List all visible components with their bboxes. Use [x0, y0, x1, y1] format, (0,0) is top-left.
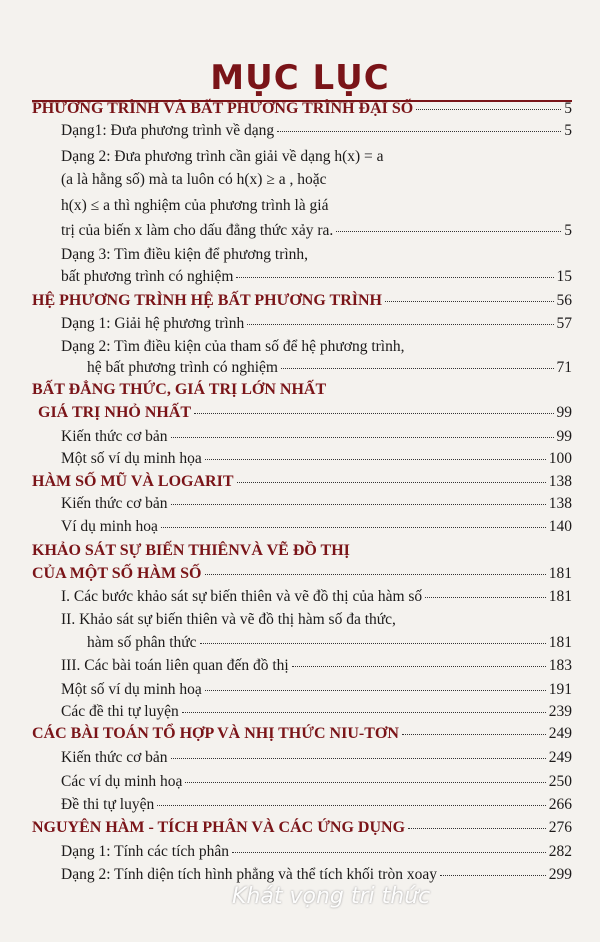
toc-section[interactable] — [32, 819, 572, 841]
toc-entry-line: II. Khảo sát sự biến thiên và vẽ đồ thị hàm số đa thức, — [61, 611, 396, 628]
section-label: HỆ PHƯƠNG TRÌNH HỆ BẤT PHƯƠNG TRÌNH — [32, 292, 382, 309]
toc-entry-line: (a là hằng số) mà ta luôn có h(x) ≥ a , hoặc — [61, 171, 327, 188]
page-number: 183 — [548, 657, 572, 674]
page-number: 71 — [556, 359, 572, 376]
toc-entry[interactable] — [32, 796, 572, 818]
entry-label: Kiến thức cơ bản — [61, 428, 168, 445]
page-number: 266 — [548, 796, 572, 813]
toc-entry[interactable] — [32, 681, 572, 703]
toc-entry[interactable] — [32, 315, 572, 337]
page-number: 140 — [548, 518, 572, 535]
section-label: NGUYÊN HÀM - TÍCH PHÂN VÀ CÁC ỨNG DỤNG — [32, 819, 406, 836]
entry-label: Dạng 1: Tính các tích phân — [61, 843, 230, 860]
entry-label: Dạng 2: Tính diện tích hình phẳng và thể tích khối tròn xoay — [61, 866, 437, 883]
toc-entry[interactable] — [32, 749, 572, 771]
page-title: MỤC LỤC — [210, 58, 390, 98]
toc-entry-line: Dạng 2: Đưa phương trình cần giải về dạng h(x) = a — [61, 148, 384, 165]
page-number: 191 — [548, 681, 572, 698]
page-number: 282 — [548, 843, 572, 860]
page-number: 100 — [548, 450, 572, 467]
section-label: GIÁ TRỊ NHỎ NHẤT — [38, 404, 192, 421]
entry-label: Một số ví dụ minh họa — [61, 450, 202, 467]
entry-label: Một số ví dụ minh hoạ — [61, 681, 202, 698]
toc-entry[interactable] — [32, 657, 572, 679]
watermark: Khát vọng tri thức — [232, 884, 431, 909]
page-number: 299 — [548, 866, 572, 883]
toc-section[interactable] — [32, 565, 572, 587]
entry-label: III. Các bài toán liên quan đến đồ thị — [61, 657, 289, 674]
toc-entry[interactable] — [32, 268, 572, 290]
entry-label: trị của biến x làm cho dấu đẳng thức xảy ra. — [61, 222, 334, 239]
toc-section[interactable] — [32, 292, 572, 314]
toc-entry-line: Dạng 3: Tìm điều kiện để phương trình, — [61, 246, 309, 263]
page-number: 56 — [556, 292, 572, 309]
section-label: PHƯƠNG TRÌNH VÀ BẤT PHƯƠNG TRÌNH ĐẠI SỐ — [32, 100, 414, 117]
toc-section[interactable] — [32, 725, 572, 747]
page-number: 138 — [548, 473, 572, 490]
toc-entry[interactable] — [32, 703, 572, 725]
section-label: CÁC BÀI TOÁN TỔ HỢP VÀ NHỊ THỨC NIU-TƠN — [32, 725, 399, 742]
entry-label: Đề thi tự luyện — [61, 796, 155, 813]
entry-label: hàm số phân thức — [87, 634, 197, 651]
entry-label: Ví dụ minh hoạ — [61, 518, 158, 535]
section-label: CỦA MỘT SỐ HÀM SỐ — [32, 565, 202, 582]
toc-entry[interactable] — [32, 518, 572, 540]
page-number: 250 — [548, 773, 572, 790]
entry-label: Các ví dụ minh hoạ — [61, 773, 183, 790]
entry-label: Dạng1: Đưa phương trình về dạng — [61, 122, 275, 139]
toc-section-line: BẤT ĐẲNG THỨC, GIÁ TRỊ LỚN NHẤT — [32, 381, 327, 398]
page-number: 99 — [556, 404, 572, 421]
page-number: 5 — [564, 100, 572, 117]
page-number: 276 — [548, 819, 572, 836]
page-number: 181 — [548, 588, 572, 605]
toc-section-line: KHẢO SÁT SỰ BIẾN THIÊNVÀ VẼ ĐỒ THỊ — [32, 542, 350, 559]
toc-entry[interactable] — [32, 222, 572, 244]
toc-entry[interactable] — [32, 773, 572, 795]
toc-entry[interactable] — [32, 450, 572, 472]
toc-entry[interactable] — [32, 634, 572, 656]
toc-entry-line: h(x) ≤ a thì nghiệm của phương trình là giá — [61, 197, 329, 214]
page-number: 249 — [548, 725, 572, 742]
page-number: 5 — [564, 122, 572, 139]
toc-section[interactable] — [32, 473, 572, 495]
page-number: 249 — [548, 749, 572, 766]
page-number: 15 — [556, 268, 572, 285]
toc-entry[interactable] — [32, 843, 572, 865]
toc-section[interactable] — [32, 404, 572, 426]
entry-label: bất phương trình có nghiệm — [61, 268, 234, 285]
page-number: 99 — [556, 428, 572, 445]
page-number: 138 — [548, 495, 572, 512]
page-number: 239 — [548, 703, 572, 720]
entry-label: Kiến thức cơ bản — [61, 495, 168, 512]
toc-entry[interactable] — [32, 428, 572, 450]
toc-entry[interactable] — [32, 588, 572, 610]
page-number: 181 — [548, 565, 572, 582]
toc-entry[interactable] — [32, 122, 572, 144]
toc-section[interactable] — [32, 100, 572, 122]
toc-entry[interactable] — [32, 495, 572, 517]
page-number: 57 — [556, 315, 572, 332]
entry-label: Dạng 1: Giải hệ phương trình — [61, 315, 245, 332]
toc-entry-line: Dạng 2: Tìm điều kiện của tham số để hệ phương trình, — [61, 338, 405, 355]
entry-label: I. Các bước khảo sát sự biến thiên và vẽ đồ thị của hàm số — [61, 588, 423, 605]
section-label: HÀM SỐ MŨ VÀ LOGARIT — [32, 473, 234, 490]
entry-label: Kiến thức cơ bản — [61, 749, 168, 766]
toc-entry[interactable] — [32, 359, 572, 381]
entry-label: hệ bất phương trình có nghiệm — [87, 359, 278, 376]
entry-label: Các đề thi tự luyện — [61, 703, 179, 720]
page-number: 181 — [548, 634, 572, 651]
page-number: 5 — [564, 222, 572, 239]
